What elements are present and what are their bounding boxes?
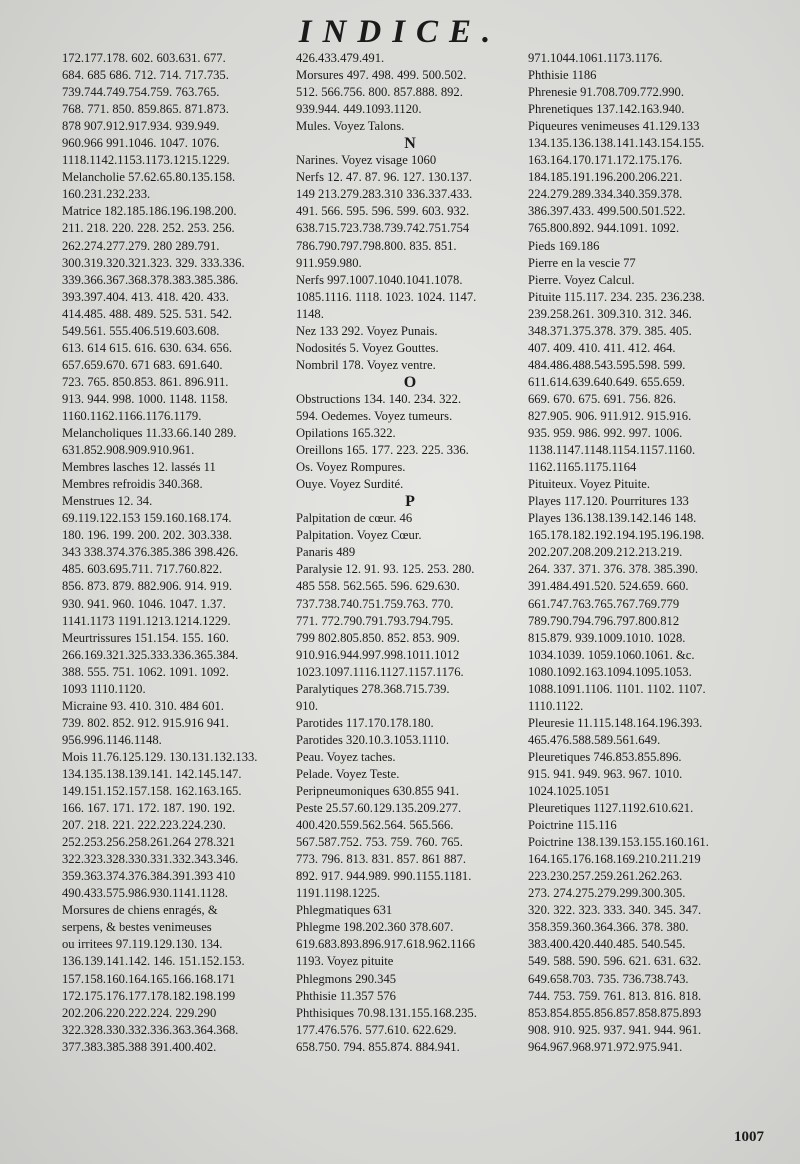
index-line: 771. 772.790.791.793.794.795. <box>296 613 454 628</box>
index-line: 512. 566.756. 800. 857.888. 892. <box>296 85 463 100</box>
index-line: 1148. <box>296 306 324 321</box>
index-line: 594. Oedemes. Voyez tumeurs. <box>296 408 453 423</box>
index-line: 1160.1162.1166.1176.1179. <box>62 408 202 423</box>
index-line: 638.715.723.738.739.742.751.754 <box>296 221 470 236</box>
index-column-2 <box>296 50 524 1056</box>
section-letter: N <box>404 135 416 153</box>
index-line: Nez 133 292. Voyez Punais. <box>296 323 438 338</box>
index-line: Menstrues 12. 34. <box>62 494 153 509</box>
index-line: 910.916.944.997.998.1011.1012 <box>296 647 460 662</box>
index-line: 1162.1165.1175.1164 <box>528 460 637 475</box>
index-line: Phthisie 11.357 576 <box>296 988 396 1003</box>
index-line: 343 338.374.376.385.386 398.426. <box>62 545 239 560</box>
index-line: 649.658.703. 735. 736.738.743. <box>528 971 689 986</box>
index-line: Os. Voyez Rompures. <box>296 460 406 475</box>
index-line: 165.178.182.192.194.195.196.198. <box>528 528 705 543</box>
index-line: 1191.1198.1225. <box>296 886 381 901</box>
index-line: 658.750. 794. 855.874. 884.941. <box>296 1039 460 1054</box>
index-line: Phlegmons 290.345 <box>296 971 397 986</box>
index-line: Phlegmatiques 631 <box>296 903 393 918</box>
index-line: 1024.1025.1051 <box>528 784 610 799</box>
index-line: 223.230.257.259.261.262.263. <box>528 869 683 884</box>
index-line: Palpitation. Voyez Cœur. <box>296 528 422 543</box>
index-line: Oreillons 165. 177. 223. 225. 336. <box>296 443 469 458</box>
index-line: Piqueures venimeuses 41.129.133 <box>528 119 700 134</box>
index-line: 1023.1097.1116.1127.1157.1176. <box>296 664 464 679</box>
index-line: 264. 337. 371. 376. 378. 385.390. <box>528 562 699 577</box>
index-line: 320. 322. 323. 333. 340. 345. 347. <box>528 903 702 918</box>
index-line: 239.258.261. 309.310. 312. 346. <box>528 306 692 321</box>
index-line: 1138.1147.1148.1154.1157.1160. <box>528 443 696 458</box>
index-line: 160.231.232.233. <box>62 187 151 202</box>
index-line: 684. 685 686. 712. 714. 717.735. <box>62 68 229 83</box>
index-line: 1118.1142.1153.1173.1215.1229. <box>62 153 230 168</box>
index-line: Paralysie 12. 91. 93. 125. 253. 280. <box>296 562 475 577</box>
index-line: Nodosités 5. Voyez Gouttes. <box>296 340 439 355</box>
index-line: 149.151.152.157.158. 162.163.165. <box>62 784 242 799</box>
index-line: serpens, & bestes venimeuses <box>62 920 212 935</box>
index-line: 383.400.420.440.485. 540.545. <box>528 937 686 952</box>
index-line: Pleuresie 11.115.148.164.196.393. <box>528 715 703 730</box>
index-line: 485. 603.695.711. 717.760.822. <box>62 562 223 577</box>
index-line: 149 213.279.283.310 336.337.433. <box>296 187 473 202</box>
index-line: 799 802.805.850. 852. 853. 909. <box>296 630 460 645</box>
index-line: Nerfs 997.1007.1040.1041.1078. <box>296 272 463 287</box>
index-line: Paralytiques 278.368.715.739. <box>296 681 450 696</box>
index-line: Parotides 320.10.3.1053.1110. <box>296 732 449 747</box>
index-line: Pleuretiques 1127.1192.610.621. <box>528 801 694 816</box>
section-letter: P <box>405 493 415 511</box>
index-line: 348.371.375.378. 379. 385. 405. <box>528 323 692 338</box>
index-line: 252.253.256.258.261.264 278.321 <box>62 835 236 850</box>
index-line: Panaris 489 <box>296 545 356 560</box>
index-line: 484.486.488.543.595.598. 599. <box>528 357 686 372</box>
index-line: Phthisie 1186 <box>528 68 597 83</box>
index-line: 786.790.797.798.800. 835. 851. <box>296 238 457 253</box>
index-line: Obstructions 134. 140. 234. 322. <box>296 391 462 406</box>
index-line: 878 907.912.917.934. 939.949. <box>62 119 220 134</box>
index-line: Melancholie 57.62.65.80.135.158. <box>62 170 236 185</box>
index-line: 1034.1039. 1059.1060.1061. &c. <box>528 647 695 662</box>
index-line: Pierre. Voyez Calcul. <box>528 272 635 287</box>
index-line: 388. 555. 751. 1062. 1091. 1092. <box>62 664 229 679</box>
index-line: 339.366.367.368.378.383.385.386. <box>62 272 239 287</box>
index-line: 911.959.980. <box>296 255 362 270</box>
index-line: 136.139.141.142. 146. 151.152.153. <box>62 954 245 969</box>
index-line: 619.683.893.896.917.618.962.1166 <box>296 937 475 952</box>
index-line: 177.476.576. 577.610. 622.629. <box>296 1022 457 1037</box>
index-line: Peste 25.57.60.129.135.209.277. <box>296 801 462 816</box>
index-line: 913. 944. 998. 1000. 1148. 1158. <box>62 391 228 406</box>
index-line: 930. 941. 960. 1046. 1047. 1.37. <box>62 596 226 611</box>
index-line: Morsures de chiens enragés, & <box>62 903 218 918</box>
index-line: Ouye. Voyez Surdité. <box>296 477 404 492</box>
index-line: 490.433.575.986.930.1141.1128. <box>62 886 228 901</box>
index-line: 359.363.374.376.384.391.393 410 <box>62 869 236 884</box>
index-line: Playes 136.138.139.142.146 148. <box>528 511 697 526</box>
index-line: 266.169.321.325.333.336.365.384. <box>62 647 239 662</box>
index-line: 211. 218. 220. 228. 252. 253. 256. <box>62 221 235 236</box>
index-line: 549.561. 555.406.519.603.608. <box>62 323 220 338</box>
index-line: 485 558. 562.565. 596. 629.630. <box>296 579 460 594</box>
index-line: Peau. Voyez taches. <box>296 749 396 764</box>
index-line: 631.852.908.909.910.961. <box>62 443 195 458</box>
index-line: 661.747.763.765.767.769.779 <box>528 596 680 611</box>
index-line: 157.158.160.164.165.166.168.171 <box>62 971 236 986</box>
index-line: 202.206.220.222.224. 229.290 <box>62 1005 217 1020</box>
index-line: 393.397.404. 413. 418. 420. 433. <box>62 289 229 304</box>
index-line: 184.185.191.196.200.206.221. <box>528 170 683 185</box>
index-line: 164.165.176.168.169.210.211.219 <box>528 852 701 867</box>
index-line: 815.879. 939.1009.1010. 1028. <box>528 630 686 645</box>
index-line: 935. 959. 986. 992. 997. 1006. <box>528 426 683 441</box>
index-column-3 <box>528 50 772 1056</box>
index-line: Poictrine 138.139.153.155.160.161. <box>528 835 709 850</box>
index-line: 465.476.588.589.561.649. <box>528 732 661 747</box>
index-line: 856. 873. 879. 882.906. 914. 919. <box>62 579 233 594</box>
section-letter: O <box>403 373 417 391</box>
index-line: 491. 566. 595. 596. 599. 603. 932. <box>296 204 470 219</box>
index-line: 892. 917. 944.989. 990.1155.1181. <box>296 869 472 884</box>
index-column-1 <box>62 50 292 1056</box>
index-line: 300.319.320.321.323. 329. 333.336. <box>62 255 245 270</box>
index-line: 739. 802. 852. 912. 915.916 941. <box>62 715 229 730</box>
index-line: 426.433.479.491. <box>296 51 385 65</box>
index-line: 765.800.892. 944.1091. 1092. <box>528 221 680 236</box>
index-line: Morsures 497. 498. 499. 500.502. <box>296 68 467 83</box>
index-line: 956.996.1146.1148. <box>62 732 162 747</box>
index-line: 262.274.277.279. 280 289.791. <box>62 238 220 253</box>
index-line: 549. 588. 590. 596. 621. 631. 632. <box>528 954 702 969</box>
index-line: Phlegme 198.202.360 378.607. <box>296 920 454 935</box>
index-line: 134.135.138.139.141. 142.145.147. <box>62 766 242 781</box>
index-line: 414.485. 488. 489. 525. 531. 542. <box>62 306 233 321</box>
index-line: Narines. Voyez visage 1060 <box>296 153 437 168</box>
index-line: 224.279.289.334.340.359.378. <box>528 187 683 202</box>
index-line: Pituite 115.117. 234. 235. 236.238. <box>528 289 705 304</box>
index-line: 386.397.433. 499.500.501.522. <box>528 204 686 219</box>
index-line: Playes 117.120. Pourritures 133 <box>528 494 689 509</box>
index-line: Pelade. Voyez Teste. <box>296 766 400 781</box>
index-line: 207. 218. 221. 222.223.224.230. <box>62 818 226 833</box>
index-line: 971.1044.1061.1173.1176. <box>528 51 663 65</box>
index-line: 172.175.176.177.178.182.198.199 <box>62 988 236 1003</box>
index-line: Melancholiques 11.33.66.140 289. <box>62 426 237 441</box>
index-line: 768. 771. 850. 859.865. 871.873. <box>62 102 229 117</box>
index-line: 915. 941. 949. 963. 967. 1010. <box>528 766 683 781</box>
index-line: 69.119.122.153 159.160.168.174. <box>62 511 232 526</box>
index-line: 391.484.491.520. 524.659. 660. <box>528 579 689 594</box>
index-line: 723. 765. 850.853. 861. 896.911. <box>62 374 229 389</box>
index-line: 964.967.968.971.972.975.941. <box>528 1039 683 1054</box>
index-line: Pierre en la vescie 77 <box>528 255 636 270</box>
index-line: Pieds 169.186 <box>528 238 600 253</box>
index-line: Phrenetiques 137.142.163.940. <box>528 102 685 117</box>
page-title: INDICE. <box>298 14 502 50</box>
index-line: 567.587.752. 753. 759. 760. 765. <box>296 835 463 850</box>
index-line: 739.744.749.754.759. 763.765. <box>62 85 220 100</box>
index-line: Pleuretiques 746.853.855.896. <box>528 749 682 764</box>
index-line: 407. 409. 410. 411. 412. 464. <box>528 340 676 355</box>
index-line: 744. 753. 759. 761. 813. 816. 818. <box>528 988 702 1003</box>
index-line: 773. 796. 813. 831. 857. 861 887. <box>296 852 467 867</box>
index-line: Mois 11.76.125.129. 130.131.132.133. <box>62 749 258 764</box>
index-line: Mules. Voyez Talons. <box>296 119 405 134</box>
index-line: 960.966 991.1046. 1047. 1076. <box>62 136 220 151</box>
index-line: 1088.1091.1106. 1101. 1102. 1107. <box>528 681 706 696</box>
index-line: Palpitation de cœur. 46 <box>296 511 413 526</box>
index-line: 669. 670. 675. 691. 756. 826. <box>528 391 676 406</box>
index-line: ou irritees 97.119.129.130. 134. <box>62 937 223 952</box>
index-line: 908. 910. 925. 937. 941. 944. 961. <box>528 1022 702 1037</box>
index-line: Pituiteux. Voyez Pituite. <box>528 477 650 492</box>
index-line: 611.614.639.640.649. 655.659. <box>528 374 685 389</box>
index-line: 789.790.794.796.797.800.812 <box>528 613 680 628</box>
index-line: 166. 167. 171. 172. 187. 190. 192. <box>62 801 236 816</box>
index-line: 1193. Voyez pituite <box>296 954 394 969</box>
index-line: 737.738.740.751.759.763. 770. <box>296 596 454 611</box>
index-line: Nerfs 12. 47. 87. 96. 127. 130.137. <box>296 170 472 185</box>
index-line: 273. 274.275.279.299.300.305. <box>528 886 686 901</box>
index-line: 613. 614 615. 616. 630. 634. 656. <box>62 340 233 355</box>
index-line: 202.207.208.209.212.213.219. <box>528 545 683 560</box>
index-line: Peripneumoniques 630.855 941. <box>296 784 460 799</box>
index-line: 322.323.328.330.331.332.343.346. <box>62 852 239 867</box>
index-line: 827.905. 906. 911.912. 915.916. <box>528 408 692 423</box>
index-line: 1110.1122. <box>528 698 584 713</box>
index-line: Phthisiques 70.98.131.155.168.235. <box>296 1005 477 1020</box>
index-line: 377.383.385.388 391.400.402. <box>62 1039 217 1054</box>
index-line: 1085.1116. 1118. 1023. 1024. 1147. <box>296 289 477 304</box>
index-line: 1080.1092.163.1094.1095.1053. <box>528 664 692 679</box>
page-catchword: 1007 <box>734 1129 764 1145</box>
index-line: Matrice 182.185.186.196.198.200. <box>62 204 237 219</box>
index-line: Phrenesie 91.708.709.772.990. <box>528 85 685 100</box>
index-line: 322.328.330.332.336.363.364.368. <box>62 1022 239 1037</box>
index-line: 1093 1110.1120. <box>62 681 146 696</box>
index-line: 910. <box>296 698 319 713</box>
index-line: Nombril 178. Voyez ventre. <box>296 357 436 372</box>
index-line: Parotides 117.170.178.180. <box>296 715 434 730</box>
index-line: Opilations 165.322. <box>296 426 396 441</box>
index-line: 163.164.170.171.172.175.176. <box>528 153 683 168</box>
index-line: Meurtrissures 151.154. 155. 160. <box>62 630 229 645</box>
index-line: 400.420.559.562.564. 565.566. <box>296 818 454 833</box>
index-line: Micraine 93. 410. 310. 484 601. <box>62 698 224 713</box>
index-line: 939.944. 449.1093.1120. <box>296 102 422 117</box>
index-line: 853.854.855.856.857.858.875.893 <box>528 1005 702 1020</box>
index-line: 358.359.360.364.366. 378. 380. <box>528 920 689 935</box>
index-line: Membres refroidis 340.368. <box>62 477 203 492</box>
index-line: 1141.1173 1191.1213.1214.1229. <box>62 613 231 628</box>
index-line: 172.177.178. 602. 603.631. 677. <box>62 51 226 65</box>
index-line: Poictrine 115.116 <box>528 818 617 833</box>
index-line: 180. 196. 199. 200. 202. 303.338. <box>62 528 233 543</box>
index-line: 657.659.670. 671 683. 691.640. <box>62 357 223 372</box>
index-line: Membres lasches 12. lassés 11 <box>62 460 216 475</box>
index-line: 134.135.136.138.141.143.154.155. <box>528 136 705 151</box>
